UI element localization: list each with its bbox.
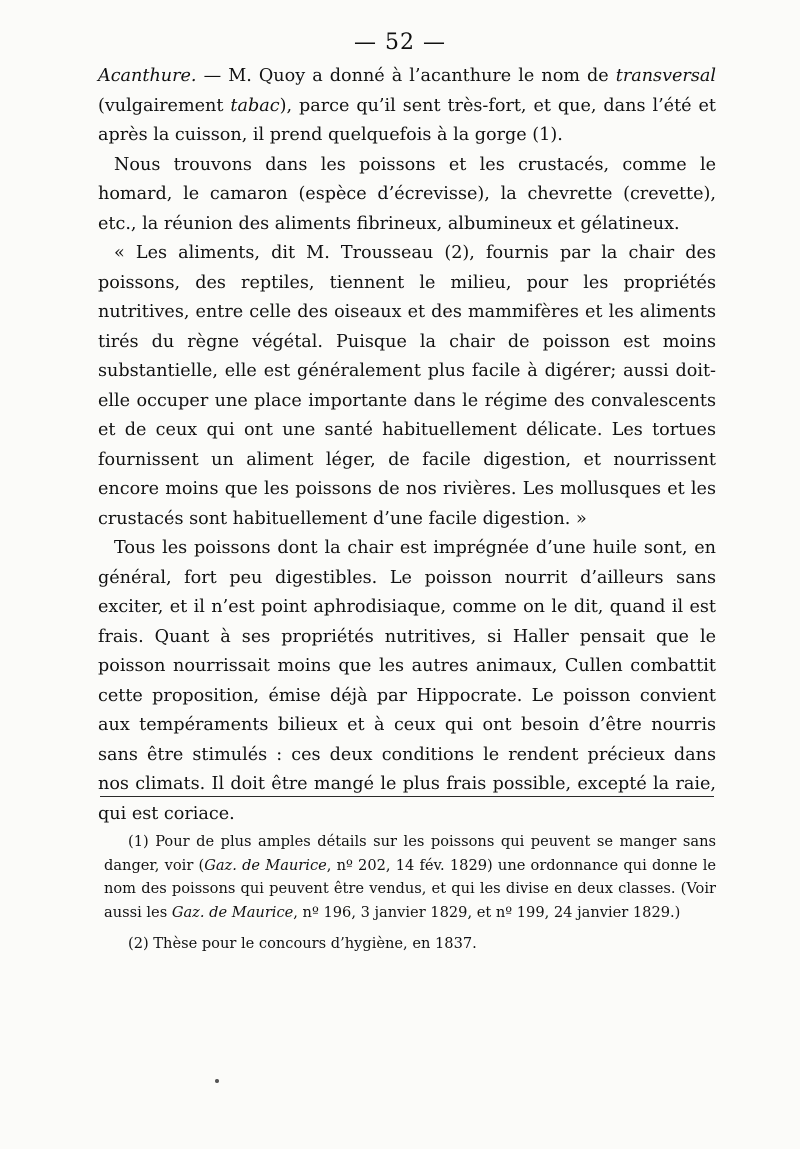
footnote-1-citation-2: Gaz. de Maurice: [171, 903, 294, 921]
term-acanthure: Acanthure.: [98, 66, 197, 86]
footnote-1-text-2: , nº 202, 14 fév. 1829) une ordonnance qui donne le nom des poissons qui peuvent être vendus, et qui les divise en deux classes. (Voir aussi les: [104, 856, 717, 921]
footnote-2: (2) Thèse pour le concours d’hygiène, en 1837.: [128, 935, 477, 952]
page-number: — 52 —: [354, 30, 446, 55]
footnote-spacer: [104, 924, 716, 932]
footnote-1: [104, 830, 716, 924]
term-tabac: tabac: [230, 95, 280, 116]
term-transversal: transversal: [615, 66, 716, 86]
paragraph-trousseau-quote: « Les aliments, dit M. Trousseau (2), fournis par la chair des poissons, des reptiles, tiennent le milieu, pour les propriétés nutritives, entre celle des oiseaux et des mammifères et les aliments tirés du règne végétal. Puisque la chair de poisson est moins substantielle, elle est généralement plus facile à digérer; aussi doit-elle occuper une place importante dans le régime des convalescents et de ceux qui ont une santé habituellement délicate. Les tortues fournissent un aliment léger, de facile digestion, et nourrissent encore moins que les poissons de nos rivières. Les mollusques et les crustacés sont habituellement d’une facile digestion. »: [98, 243, 716, 529]
paragraph-acanthure-text-2: (vulgairement: [98, 95, 231, 116]
footnote-divider: [100, 796, 714, 797]
paragraph-acanthure-text-3: ), parce qu’il sent très-fort, et que, dans l’été et après la cuisson, il prend quelquefois à la gorge (1).: [98, 95, 716, 145]
ink-speck: [215, 1079, 219, 1083]
paragraph-digestibility: Tous les poissons dont la chair est imprégnée d’une huile sont, en général, fort peu digestibles. Le poisson nourrit d’ailleurs sans exciter, et il n’est point aphrodisiaque, comme on le dit, quand il est frais. Quant à ses propriétés nutritives, si Haller pensait que le poisson nourrissait moins que les autres animaux, Cullen combattit cette proposition, émise déjà par Hippocrate. Le poisson convient aux tempéraments bilieux et à ceux qui ont besoin d’être nourris sans être stimulés : ces deux conditions le rendent précieux dans nos climats. Il doit être mangé le plus frais possible, excepté la raie, qui est coriace.: [98, 538, 716, 824]
main-text: [98, 62, 716, 829]
paragraph-acanthure-text-1: — M. Quoy a donné à l’acanthure le nom de: [196, 66, 616, 86]
footnote-1-citation-1: Gaz. de Maurice: [204, 856, 327, 874]
paragraph-acanthure: [98, 62, 716, 151]
footnotes: [104, 830, 716, 956]
footnote-1-text-3: , nº 196, 3 janvier 1829, et nº 199, 24 janvier 1829.): [293, 903, 681, 921]
paragraph-crustaces: Nous trouvons dans les poissons et les crustacés, comme le homard, le camaron (espèce d’écrevisse), la chevrette (crevette), etc., la réunion des aliments fibrineux, albumineux et gélatineux.: [98, 154, 716, 234]
footnote-1-text-1: (1) Pour de plus amples détails sur les poissons qui peuvent se manger sans danger, voir (: [104, 833, 716, 874]
